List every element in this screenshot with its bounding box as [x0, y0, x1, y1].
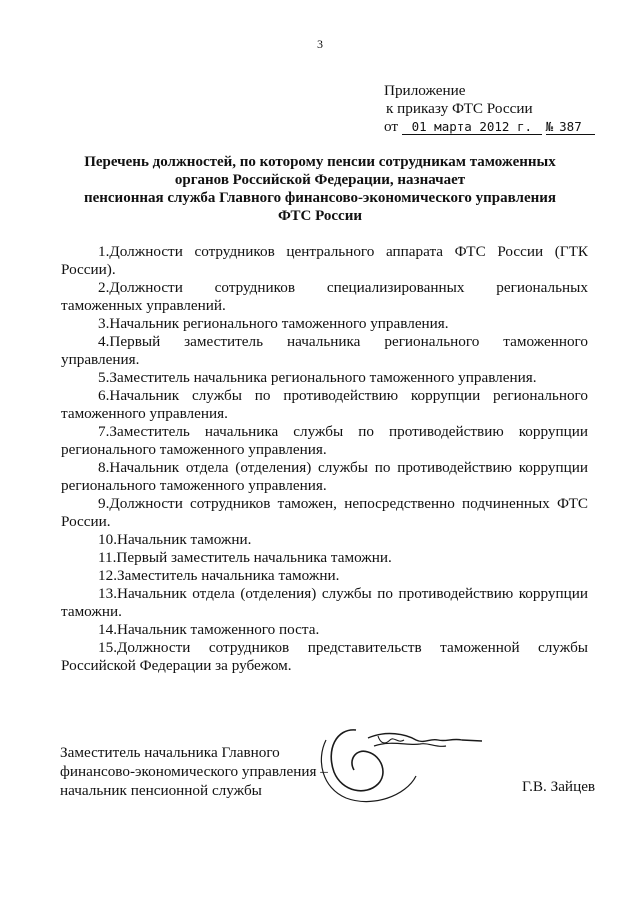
page-number: 3: [317, 37, 323, 51]
title-line-2: органов Российской Федерации, назначает: [174, 172, 466, 188]
list-item: 9.Должности сотрудников таможен, непосредственно подчиненных ФТС России.: [61, 495, 588, 530]
list-item: 10.Начальник таможни.: [98, 531, 252, 548]
appendix-label: Приложение: [384, 82, 466, 99]
signer-role-line-2: финансово-экономического управления –: [60, 763, 328, 780]
appendix-order-date: 01 марта 2012 г.: [402, 119, 542, 135]
list-item: 1.Должности сотрудников центрального аппарата ФТС России (ГТК России).: [61, 243, 588, 278]
title-line-4: ФТС России: [278, 208, 362, 224]
signer-role-line-3: начальник пенсионной службы: [60, 782, 262, 799]
signer-role-line-1: Заместитель начальника Главного: [60, 744, 280, 761]
list-item: 5.Заместитель начальника регионального таможенного управления.: [98, 369, 537, 386]
list-item: 11.Первый заместитель начальника таможни.: [98, 549, 392, 566]
signer-name: Г.В. Зайцев: [522, 778, 596, 795]
list-item: 14.Начальник таможенного поста.: [98, 621, 320, 638]
list-item: 8.Начальник отдела (отделения) службы по противодействию коррупции регионального таможенного управления.: [61, 459, 588, 494]
appendix-from-label: от: [384, 118, 399, 135]
list-item: 4.Первый заместитель начальника регионального таможенного управления.: [61, 333, 588, 368]
signer-role: [60, 743, 588, 800]
appendix-order-ref: к приказу ФТС России: [386, 100, 533, 117]
title-line-1: Перечень должностей, по которому пенсии сотрудникам таможенных: [84, 154, 556, 170]
list-item: 3.Начальник регионального таможенного управления.: [98, 315, 449, 332]
list-item: 12.Заместитель начальника таможни.: [98, 567, 340, 584]
list-item: 6.Начальник службы по противодействию коррупции регионального таможенного управления.: [61, 387, 588, 422]
appendix-date-line: [384, 118, 624, 136]
positions-list: [61, 243, 588, 675]
signature-block: [60, 743, 588, 800]
list-item: 2.Должности сотрудников специализированных региональных таможенных управлений.: [61, 279, 588, 314]
appendix-order-number: 387: [553, 119, 595, 135]
list-item: 13.Начальник отдела (отделения) службы по противодействию коррупции таможни.: [61, 585, 588, 620]
appendix-header: [384, 82, 624, 136]
list-item: 15.Должности сотрудников представительств таможенной службы Российской Федерации за рубежом.: [61, 639, 588, 674]
list-item: 7.Заместитель начальника службы по противодействию коррупции регионального таможенного управления.: [61, 423, 588, 458]
appendix-number-sign: №: [545, 119, 554, 134]
document-title: [60, 153, 580, 225]
title-line-3: пенсионная служба Главного финансово-экономического управления: [83, 190, 557, 206]
